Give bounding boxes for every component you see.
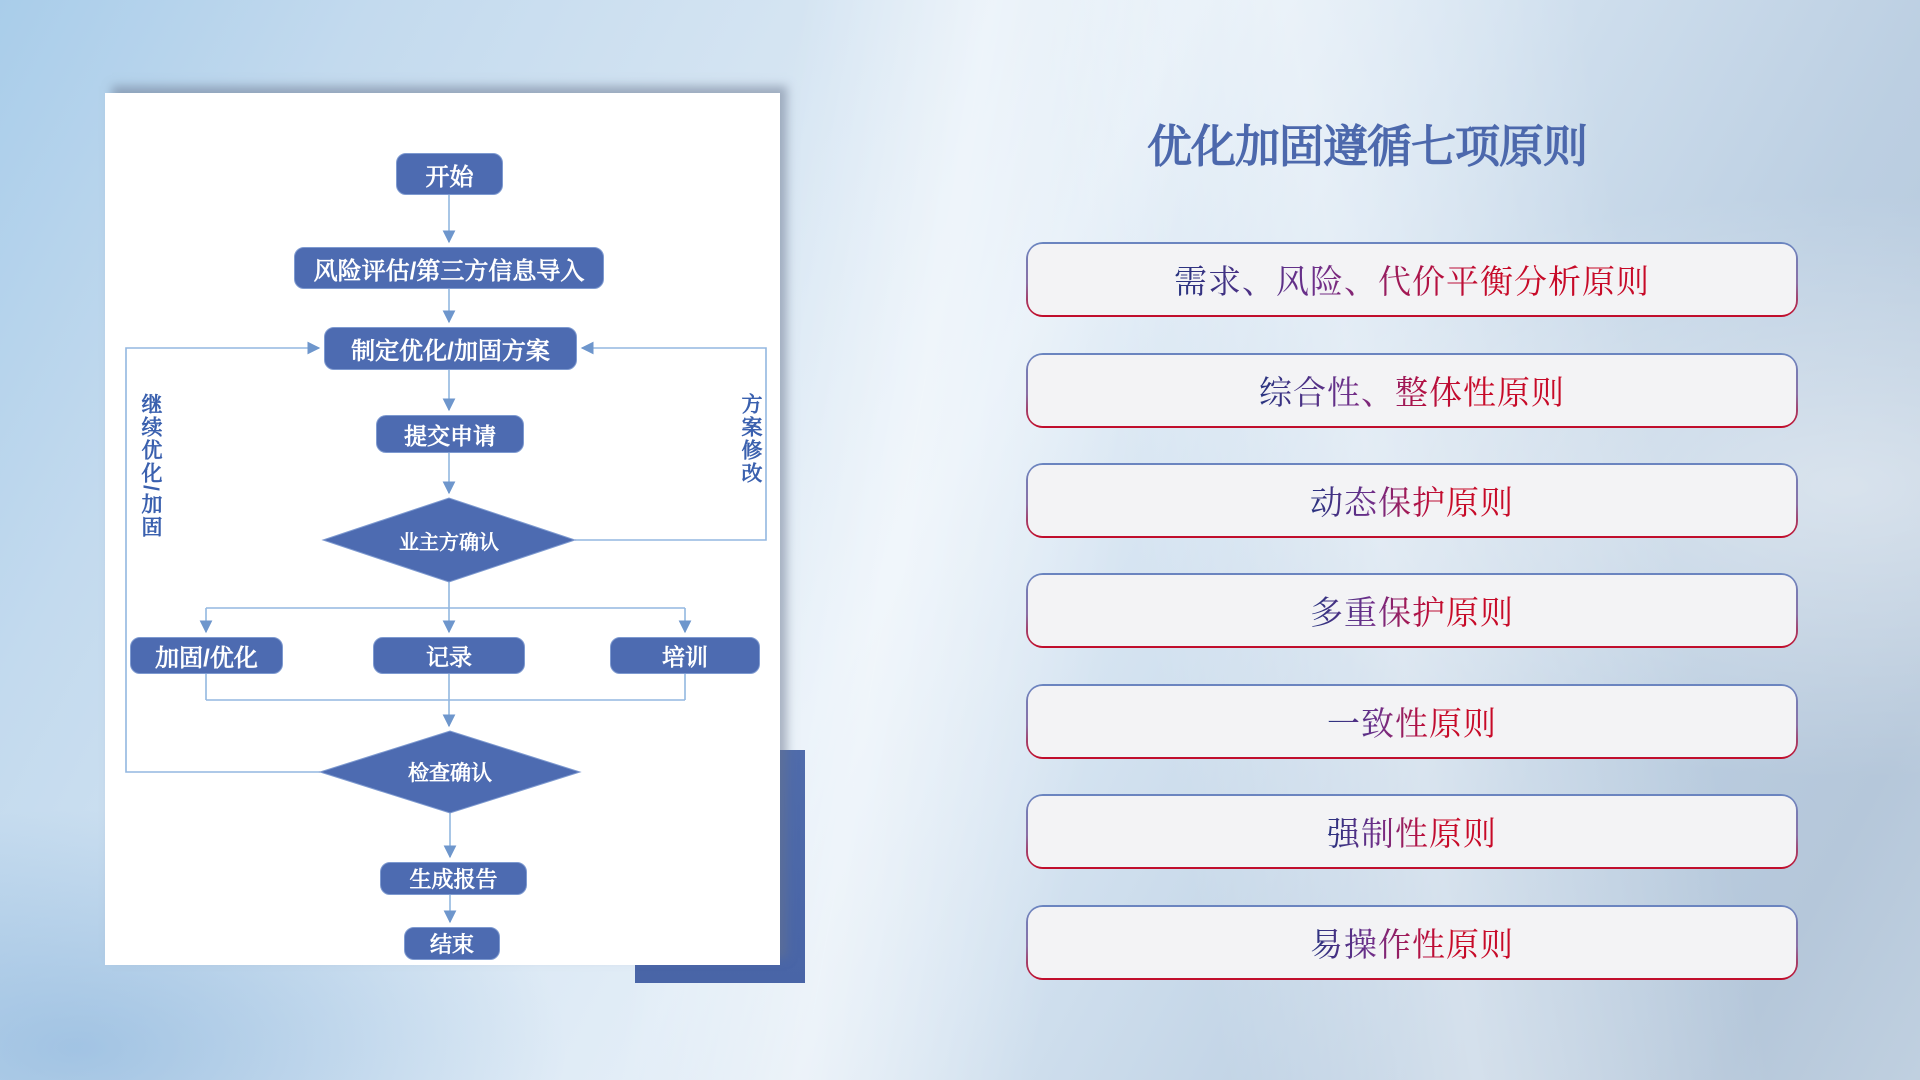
flow-node-make-plan: 制定优化/加固方案: [324, 327, 577, 370]
flow-node-report: 生成报告: [380, 862, 527, 895]
flow-node-record: 记录: [373, 637, 525, 674]
principle-box-3: [1026, 463, 1798, 538]
principle-text: 综合性、整体性原则: [1259, 367, 1565, 414]
flow-node-owner-confirm-label: 业主方确认: [399, 531, 499, 554]
flow-node-check-confirm-label: 检查确认: [408, 762, 492, 785]
edge-label-continue-loop: 继续优化/加固: [139, 393, 162, 539]
flow-node-training: 培训: [610, 637, 760, 674]
principle-text: 需求、风险、代价平衡分析原则: [1174, 256, 1650, 303]
flow-node-harden: 加固/优化: [130, 637, 283, 674]
flowchart-card: [105, 93, 780, 965]
flow-node-start: 开始: [396, 153, 503, 195]
principle-text: 多重保护原则: [1310, 587, 1514, 634]
flow-node-risk-import: 风险评估/第三方信息导入: [294, 247, 604, 289]
principle-box-4: [1026, 573, 1798, 648]
edge-label-revise-loop: 方案修改: [739, 393, 762, 485]
principle-text: 易操作性原则: [1310, 919, 1514, 966]
principle-box-1: [1026, 242, 1798, 317]
flow-node-submit: 提交申请: [376, 415, 524, 453]
principle-text: 动态保护原则: [1310, 477, 1514, 524]
principle-box-5: [1026, 684, 1798, 759]
principle-text: 强制性原则: [1327, 808, 1497, 855]
principle-text: 一致性原则: [1327, 698, 1497, 745]
flow-node-end: 结束: [404, 927, 500, 960]
principle-box-7: [1026, 905, 1798, 980]
principle-box-6: [1026, 794, 1798, 869]
page-title: 优化加固遵循七项原则: [1147, 121, 1588, 172]
principle-box-2: [1026, 353, 1798, 428]
